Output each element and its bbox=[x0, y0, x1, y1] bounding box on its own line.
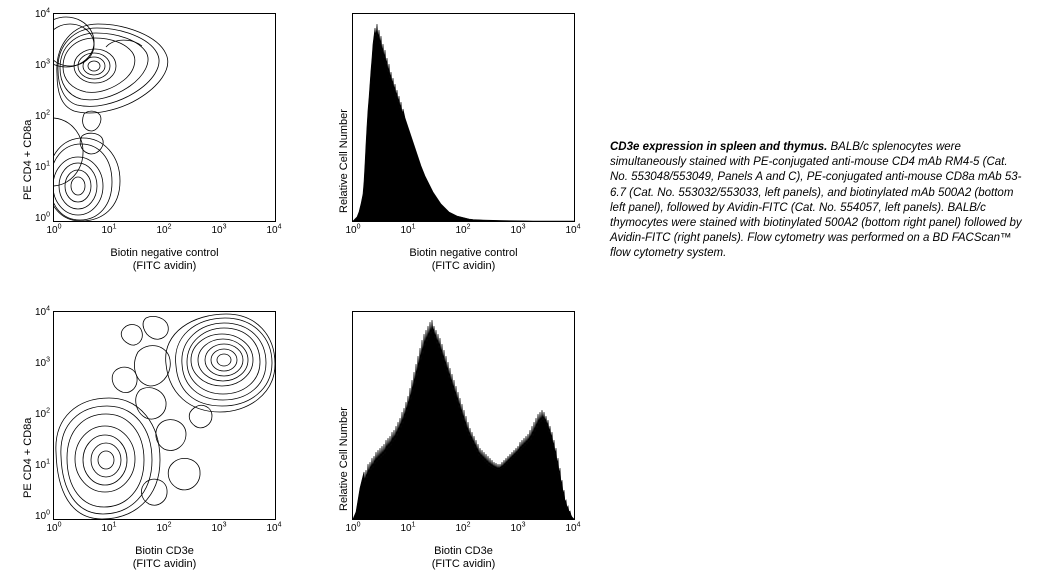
axis-label-x-main: Biotin negative control bbox=[110, 247, 219, 259]
y-tick-label: $10^2$ bbox=[34, 109, 50, 122]
x-tick-label: $10^0$ bbox=[345, 223, 361, 236]
axis-label-x-sub: (FITC avidin) bbox=[431, 260, 496, 272]
panel-top-left bbox=[0, 0, 310, 285]
plot-area-bottom-left bbox=[53, 311, 276, 520]
axis-label-y-top-left: PE CD4 + CD8a bbox=[22, 119, 34, 200]
axis-label-y-bottom-right: Relative Cell Number bbox=[338, 407, 350, 511]
x-tick-label: $10^0$ bbox=[46, 521, 62, 534]
axis-label-x-top-left bbox=[53, 247, 276, 273]
panel-top-right bbox=[310, 0, 610, 285]
y-tick-label: $10^3$ bbox=[34, 356, 50, 369]
x-tick-label: $10^0$ bbox=[46, 223, 62, 236]
x-tick-label: $10^4$ bbox=[266, 521, 282, 534]
axis-label-x-sub: (FITC avidin) bbox=[431, 558, 496, 570]
panel-bottom-right bbox=[310, 298, 610, 583]
x-tick-label: $10^4$ bbox=[565, 521, 581, 534]
y-tick-label: $10^2$ bbox=[34, 407, 50, 420]
x-tick-label: $10^2$ bbox=[156, 223, 172, 236]
contour-svg-top-left bbox=[54, 14, 275, 221]
x-tick-label: $10^1$ bbox=[400, 223, 416, 236]
y-tick-label: $10^0$ bbox=[34, 211, 50, 224]
axis-label-x-main: Biotin negative control bbox=[409, 247, 518, 259]
x-tick-label: $10^3$ bbox=[510, 223, 526, 236]
x-tick-label: $10^3$ bbox=[211, 223, 227, 236]
x-tick-label: $10^4$ bbox=[565, 223, 581, 236]
axis-label-y-top-right: Relative Cell Number bbox=[338, 109, 350, 213]
y-tick-label: $10^1$ bbox=[34, 458, 50, 471]
x-tick-label: $10^2$ bbox=[455, 223, 471, 236]
x-tick-label: $10^2$ bbox=[455, 521, 471, 534]
x-tick-label: $10^1$ bbox=[400, 521, 416, 534]
axis-label-x-bottom-right bbox=[352, 545, 575, 571]
y-tick-label: $10^3$ bbox=[34, 58, 50, 71]
axis-label-x-bottom-left bbox=[53, 545, 276, 571]
figure-caption bbox=[610, 140, 1022, 262]
x-tick-label: $10^3$ bbox=[211, 521, 227, 534]
y-tick-label: $10^1$ bbox=[34, 160, 50, 173]
panel-bottom-left bbox=[0, 298, 310, 583]
x-tick-label: $10^1$ bbox=[101, 223, 117, 236]
axis-label-x-sub: (FITC avidin) bbox=[132, 260, 197, 272]
x-tick-label: $10^4$ bbox=[266, 223, 282, 236]
y-tick-label: $10^4$ bbox=[34, 7, 50, 20]
x-tick-label: $10^3$ bbox=[510, 521, 526, 534]
axis-label-x-top-right bbox=[352, 247, 575, 273]
plot-area-top-right bbox=[352, 13, 575, 222]
axis-label-x-main: Biotin CD3e bbox=[434, 545, 493, 557]
axis-label-x-sub: (FITC avidin) bbox=[132, 558, 197, 570]
contour-svg-bottom-left bbox=[54, 312, 275, 519]
plot-area-top-left bbox=[53, 13, 276, 222]
plot-area-bottom-right bbox=[352, 311, 575, 520]
x-tick-label: $10^1$ bbox=[101, 521, 117, 534]
axis-label-x-main: Biotin CD3e bbox=[135, 545, 194, 557]
x-tick-label: $10^0$ bbox=[345, 521, 361, 534]
x-tick-label: $10^2$ bbox=[156, 521, 172, 534]
axis-label-y-bottom-left: PE CD4 + CD8a bbox=[22, 417, 34, 498]
histogram-svg-top-right bbox=[353, 14, 574, 221]
figure-caption-title: CD3e expression in spleen and thymus. bbox=[610, 141, 828, 153]
figure-caption-body: BALB/c splenocytes were simultaneously stained with PE-conjugated anti-mouse CD4 mAb RM4-5 (Cat. No. 553048/553049, Panels A and C), PE-conjugated anti-mouse CD8a mAb 53-6.7 (Cat. No. 553032/553033, left panels), and biotinylated mAb 500A2 (bottom left panel), followed by Avidin-FITC (Cat. No. 554057, left panels). BALB/c thymocytes were stained with biotinylated 500A2 (bottom right panel) followed by Avidin-FITC (right panels). Flow cytometry was performed on a BD FACScan™ flow cytometry system. bbox=[610, 141, 1022, 260]
y-tick-label: $10^0$ bbox=[34, 509, 50, 522]
y-tick-label: $10^4$ bbox=[34, 305, 50, 318]
histogram-svg-bottom-right bbox=[353, 312, 574, 519]
